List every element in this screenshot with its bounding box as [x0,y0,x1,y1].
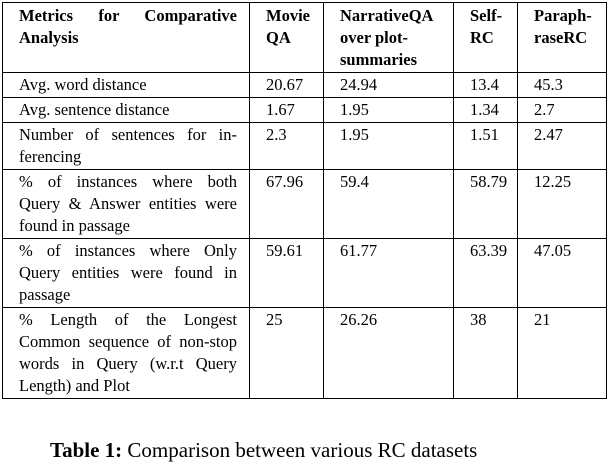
metric-cell: % Length of the Longest Common sequence of non-stop words in Query (w.r.t Query Length) and Plot [3,308,250,399]
value-cell: 20.67 [250,73,324,98]
value-cell: 59.4 [324,170,454,239]
value-cell: 1.51 [454,123,518,170]
value-cell: 1.95 [324,123,454,170]
table-row [3,170,607,239]
value-cell: 2.7 [518,98,607,123]
table-row [3,98,607,123]
header-metrics: Metrics for Comparative Analysis [3,3,250,73]
value-cell: 61.77 [324,239,454,308]
table-row [3,73,607,98]
value-cell: 12.25 [518,170,607,239]
value-cell: 25 [250,308,324,399]
value-cell: 21 [518,308,607,399]
table-row [3,239,607,308]
value-cell: 58.79 [454,170,518,239]
value-cell: 67.96 [250,170,324,239]
caption-label: Table 1: [50,438,123,462]
value-cell: 1.95 [324,98,454,123]
caption-text: Comparison between various RC datasets [127,438,478,462]
header-selfrc: Self-RC [454,3,518,73]
value-cell: 63.39 [454,239,518,308]
comparison-table [2,2,607,399]
metric-cell: Avg. sentence distance [3,98,250,123]
value-cell: 26.26 [324,308,454,399]
table-header-row [3,3,607,73]
value-cell: 1.67 [250,98,324,123]
value-cell: 13.4 [454,73,518,98]
table-row [3,308,607,399]
metric-cell: % of instances where both Query & Answer entities were found in passage [3,170,250,239]
table-row [3,123,607,170]
metric-cell: Avg. word distance [3,73,250,98]
value-cell: 24.94 [324,73,454,98]
header-narrativeqa: NarrativeQA over plot-summaries [324,3,454,73]
value-cell: 45.3 [518,73,607,98]
header-movieqa: Movie QA [250,3,324,73]
table-caption [50,438,477,462]
value-cell: 47.05 [518,239,607,308]
value-cell: 2.47 [518,123,607,170]
value-cell: 59.61 [250,239,324,308]
value-cell: 2.3 [250,123,324,170]
value-cell: 1.34 [454,98,518,123]
header-paraphraserc: Paraph-raseRC [518,3,607,73]
value-cell: 38 [454,308,518,399]
comparison-table-container [2,2,606,399]
metric-cell: Number of sentences for in-ferencing [3,123,250,170]
metric-cell: % of instances where Only Query entities were found in passage [3,239,250,308]
